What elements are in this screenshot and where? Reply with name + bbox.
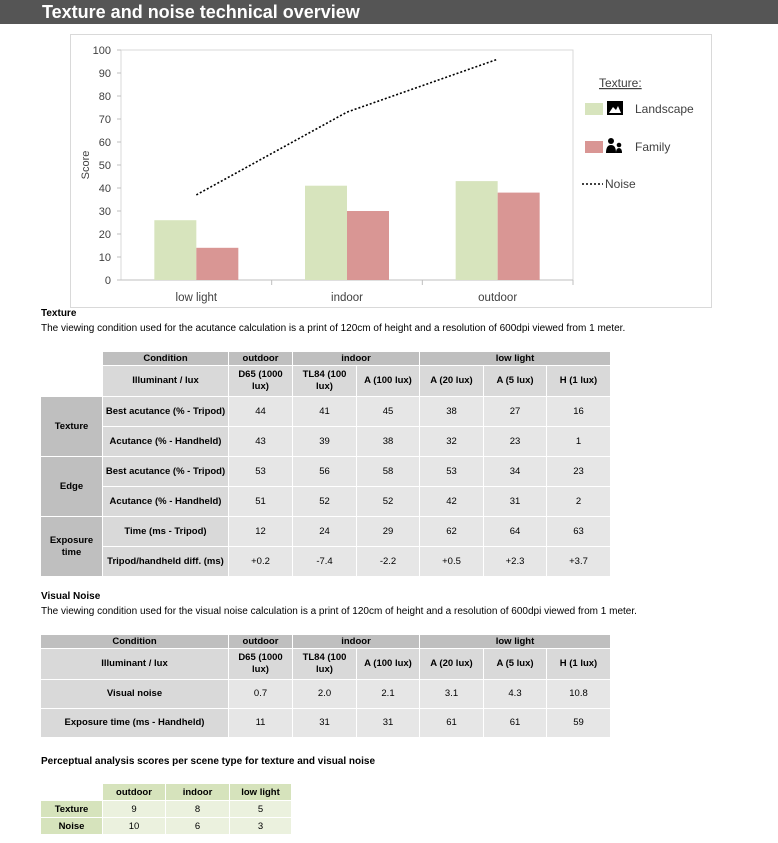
value-cell: 51 — [229, 487, 293, 517]
value-cell: -7.4 — [293, 547, 357, 577]
noise-table — [40, 634, 611, 738]
y-tick-label: 10 — [98, 252, 111, 264]
value-cell: 44 — [229, 397, 293, 427]
value-cell: 42 — [420, 487, 484, 517]
metric-label: Acutance (% - Handheld) — [103, 487, 229, 517]
perceptual-value: 6 — [166, 818, 230, 835]
metric-label: Visual noise — [41, 680, 229, 709]
value-cell: 23 — [484, 427, 547, 457]
illuminant-d65: D65 (1000 lux) — [229, 649, 293, 680]
texture-table — [40, 351, 611, 577]
value-cell: 16 — [547, 397, 611, 427]
group-label: Edge — [41, 457, 103, 517]
value-cell: 38 — [420, 397, 484, 427]
x-category-label: low light — [175, 292, 218, 304]
perceptual-section-title: Perceptual analysis scores per scene type for texture and visual noise — [41, 756, 376, 767]
bar-family-indoor — [347, 211, 389, 280]
bar-landscape-low-light — [154, 220, 196, 280]
perceptual-table — [40, 783, 292, 835]
y-axis-label: Score — [80, 150, 92, 180]
value-cell: 2.0 — [293, 680, 357, 709]
value-cell: 11 — [229, 709, 293, 738]
value-cell: 52 — [293, 487, 357, 517]
value-cell: 32 — [420, 427, 484, 457]
legend-label-landscape: Landscape — [635, 102, 694, 116]
illuminant-a20: A (20 lux) — [420, 649, 484, 680]
legend-label-noise: Noise — [605, 177, 636, 191]
y-tick-label: 90 — [98, 68, 111, 80]
value-cell: 2 — [547, 487, 611, 517]
y-tick-label: 100 — [92, 45, 111, 57]
texture-description: The viewing condition used for the acutance calculation is a print of 120cm of height and a resolution of 600dpi viewed from 1 meter. — [41, 323, 626, 334]
legend-swatch-family — [585, 141, 603, 153]
y-tick-label: 0 — [104, 275, 111, 287]
outdoor-header: outdoor — [229, 635, 293, 649]
metric-label: Best acutance (% - Tripod) — [103, 397, 229, 427]
value-cell: 59 — [547, 709, 611, 738]
value-cell: 27 — [484, 397, 547, 427]
texture-section-title: Texture — [41, 308, 77, 319]
legend-swatch-landscape — [585, 103, 603, 115]
perceptual-value: 10 — [103, 818, 166, 835]
blank-cell — [41, 352, 103, 366]
landscape-icon — [607, 101, 623, 115]
value-cell: 34 — [484, 457, 547, 487]
indoor-header: indoor — [293, 635, 420, 649]
value-cell: 23 — [547, 457, 611, 487]
metric-label: Exposure time (ms - Handheld) — [41, 709, 229, 738]
illuminant-tl84: TL84 (100 lux) — [293, 649, 357, 680]
illuminant-d65: D65 (1000 lux) — [229, 366, 293, 397]
outdoor-header: outdoor — [229, 352, 293, 366]
value-cell: 38 — [357, 427, 420, 457]
value-cell: 29 — [357, 517, 420, 547]
illuminant-a5: A (5 lux) — [484, 649, 547, 680]
value-cell: -2.2 — [357, 547, 420, 577]
y-tick-label: 40 — [98, 183, 111, 195]
value-cell: 24 — [293, 517, 357, 547]
value-cell: 53 — [420, 457, 484, 487]
perceptual-row-label: Noise — [41, 818, 103, 835]
value-cell: 53 — [229, 457, 293, 487]
legend-label-family: Family — [635, 140, 671, 154]
page-title: Texture and noise technical overview — [42, 2, 360, 22]
group-label: Exposure time — [41, 517, 103, 577]
value-cell: 56 — [293, 457, 357, 487]
value-cell: 61 — [484, 709, 547, 738]
illuminant-header: Illuminant / lux — [103, 366, 229, 397]
illuminant-tl84: TL84 (100 lux) — [293, 366, 357, 397]
y-tick-label: 80 — [98, 91, 111, 103]
metric-label: Acutance (% - Handheld) — [103, 427, 229, 457]
bar-landscape-outdoor — [456, 181, 498, 280]
illuminant-a20: A (20 lux) — [420, 366, 484, 397]
value-cell: 43 — [229, 427, 293, 457]
x-category-label: indoor — [331, 292, 363, 304]
value-cell: 39 — [293, 427, 357, 457]
y-tick-label: 70 — [98, 114, 111, 126]
value-cell: 61 — [420, 709, 484, 738]
x-category-label: outdoor — [478, 292, 518, 304]
value-cell: 63 — [547, 517, 611, 547]
metric-label: Time (ms - Tripod) — [103, 517, 229, 547]
value-cell: 31 — [357, 709, 420, 738]
value-cell: 45 — [357, 397, 420, 427]
perceptual-value: 3 — [230, 818, 292, 835]
value-cell: 3.1 — [420, 680, 484, 709]
perceptual-row-label: Texture — [41, 801, 103, 818]
legend-title: Texture: — [599, 76, 642, 90]
lowlight-header: low light — [420, 352, 611, 366]
value-cell: 0.7 — [229, 680, 293, 709]
value-cell: +2.3 — [484, 547, 547, 577]
blank-cell — [41, 784, 103, 801]
lowlight-header: low light — [420, 635, 611, 649]
value-cell: 62 — [420, 517, 484, 547]
bar-family-low-light — [196, 248, 238, 280]
score-chart — [71, 35, 711, 307]
metric-label: Best acutance (% - Tripod) — [103, 457, 229, 487]
value-cell: 64 — [484, 517, 547, 547]
y-tick-label: 20 — [98, 229, 111, 241]
value-cell: 2.1 — [357, 680, 420, 709]
family-icon — [606, 138, 622, 153]
illuminant-h1: H (1 lux) — [547, 366, 611, 397]
y-tick-label: 60 — [98, 137, 111, 149]
group-label: Texture — [41, 397, 103, 457]
value-cell: 12 — [229, 517, 293, 547]
perceptual-header-outdoor: outdoor — [103, 784, 166, 801]
value-cell: +0.5 — [420, 547, 484, 577]
metric-label: Tripod/handheld diff. (ms) — [103, 547, 229, 577]
illuminant-a100: A (100 lux) — [357, 366, 420, 397]
illuminant-header: Illuminant / lux — [41, 649, 229, 680]
noise-section-title: Visual Noise — [41, 591, 101, 602]
bar-landscape-indoor — [305, 186, 347, 280]
perceptual-header-lowlight: low light — [230, 784, 292, 801]
value-cell: 41 — [293, 397, 357, 427]
value-cell: +3.7 — [547, 547, 611, 577]
bar-family-outdoor — [498, 193, 540, 280]
value-cell: 1 — [547, 427, 611, 457]
value-cell: 31 — [293, 709, 357, 738]
value-cell: 31 — [484, 487, 547, 517]
value-cell: 10.8 — [547, 680, 611, 709]
condition-header: Condition — [41, 635, 229, 649]
illuminant-a100: A (100 lux) — [357, 649, 420, 680]
value-cell: +0.2 — [229, 547, 293, 577]
indoor-header: indoor — [293, 352, 420, 366]
perceptual-value: 5 — [230, 801, 292, 818]
chart-panel — [70, 34, 712, 308]
header-bar — [0, 0, 778, 24]
condition-header: Condition — [103, 352, 229, 366]
illuminant-h1: H (1 lux) — [547, 649, 611, 680]
value-cell: 52 — [357, 487, 420, 517]
value-cell: 58 — [357, 457, 420, 487]
noise-description: The viewing condition used for the visual noise calculation is a print of 120cm of height and a resolution of 600dpi viewed from 1 meter. — [41, 606, 637, 617]
y-tick-label: 50 — [98, 160, 111, 172]
perceptual-header-indoor: indoor — [166, 784, 230, 801]
illuminant-a5: A (5 lux) — [484, 366, 547, 397]
value-cell: 4.3 — [484, 680, 547, 709]
perceptual-value: 8 — [166, 801, 230, 818]
y-tick-label: 30 — [98, 206, 111, 218]
blank-cell — [41, 366, 103, 397]
perceptual-value: 9 — [103, 801, 166, 818]
